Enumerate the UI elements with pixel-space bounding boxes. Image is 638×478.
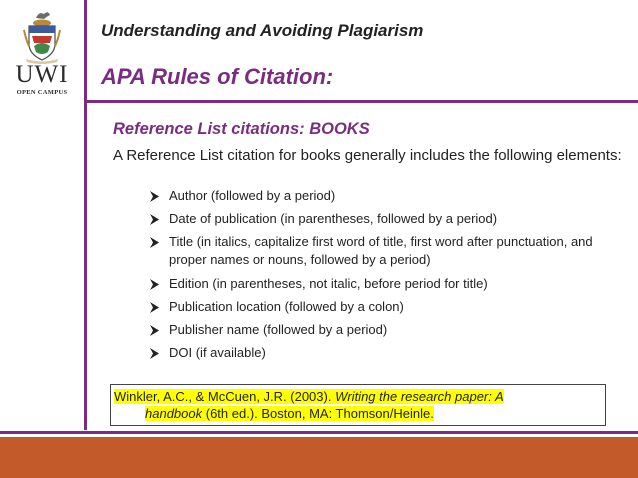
reference-title-part1: Writing the research paper: A — [335, 389, 504, 404]
arrow-bullet-icon — [149, 237, 160, 248]
citation-element-item — [149, 344, 619, 362]
citation-elements-list — [149, 187, 619, 367]
footer-divider — [0, 431, 638, 434]
logo-wordmark: UWI — [15, 61, 69, 88]
citation-element-item — [149, 298, 619, 316]
intro-paragraph: A Reference List citation for books generally includes the following elements: — [113, 147, 622, 164]
arrow-bullet-icon — [149, 348, 160, 359]
arrow-bullet-icon — [149, 279, 160, 290]
university-crest-icon — [22, 10, 62, 64]
reference-publication-details: (6th ed.). Boston, MA: Thomson/Heinle. — [202, 406, 434, 421]
arrow-bullet-icon — [149, 325, 160, 336]
citation-element-text: Author (followed by a period) — [169, 188, 336, 203]
arrow-bullet-icon — [149, 214, 160, 225]
reference-example-box — [110, 384, 606, 426]
citation-element-text: DOI (if available) — [169, 345, 266, 361]
citation-element-text: Date of publication (in parentheses, followed by a period) — [169, 211, 498, 227]
footer-bar — [0, 437, 638, 478]
reference-authors-date: Winkler, A.C., & McCuen, J.R. (2003). — [114, 389, 336, 404]
citation-element-item — [149, 275, 619, 293]
citation-element-text: Publisher name (followed by a period) — [169, 321, 388, 337]
arrow-bullet-icon — [149, 302, 160, 313]
vertical-divider — [84, 0, 87, 430]
slide-title: APA Rules of Citation: — [101, 64, 334, 89]
citation-element-text: Title (in italics, capitalize first word of title, first word after punctuation, and proper names or nouns, followed by a period) — [169, 234, 593, 268]
citation-element-item — [149, 210, 619, 228]
reference-example — [114, 388, 554, 422]
reference-title-part2: handbook — [145, 406, 203, 421]
citation-element-text: Edition (in parentheses, not italic, before period for title) — [169, 275, 488, 291]
citation-element-item — [149, 233, 619, 269]
uwi-logo — [0, 0, 82, 110]
citation-element-text: Publication location (followed by a colon) — [169, 298, 404, 314]
section-subheading: Reference List citations: BOOKS — [113, 120, 370, 138]
logo-subtext: OPEN CAMPUS — [16, 89, 68, 96]
course-title: Understanding and Avoiding Plagiarism — [101, 21, 424, 40]
citation-element-item — [149, 321, 619, 339]
citation-element-item — [149, 187, 619, 205]
header-divider — [84, 100, 638, 103]
arrow-bullet-icon — [149, 191, 160, 202]
